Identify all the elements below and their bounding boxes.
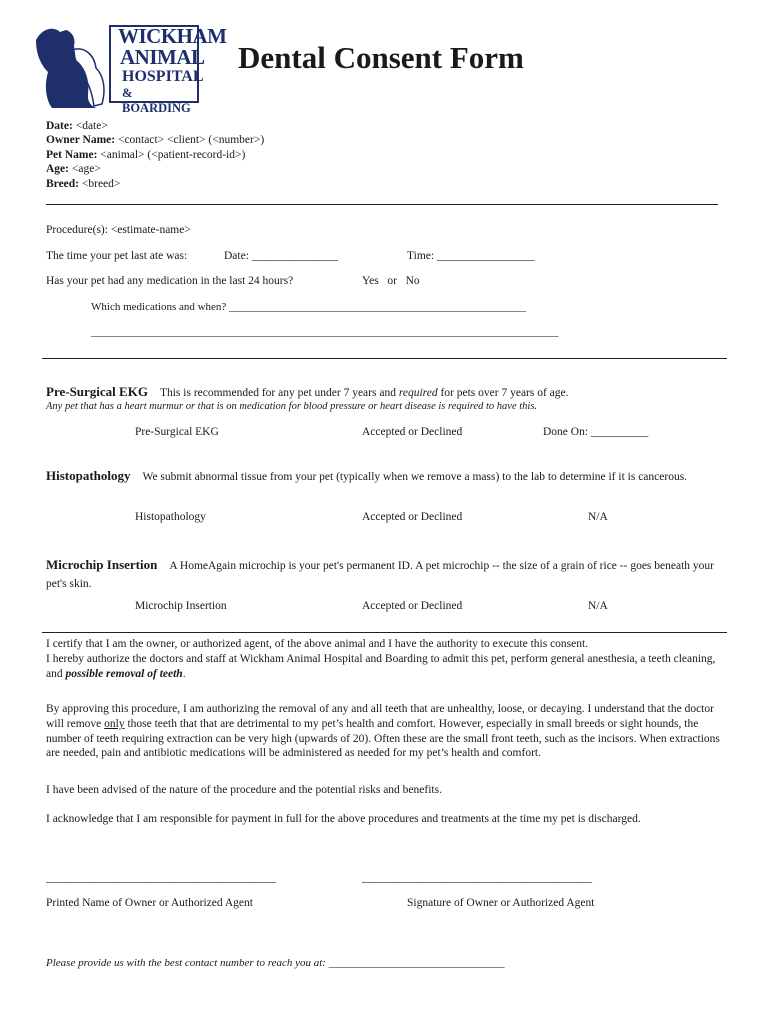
microchip-accept-decline[interactable]: Accepted or Declined	[362, 600, 463, 612]
last-ate-label: The time your pet last ate was:	[46, 250, 188, 262]
hospital-logo	[32, 20, 227, 115]
pet-value: <animal> (<patient-record-id>)	[97, 148, 246, 161]
ekg-title: Pre-Surgical EKG	[46, 384, 148, 399]
consent-removal-emphasis: possible removal of teeth	[65, 667, 183, 680]
contact-number-prompt[interactable]: Please provide us with the best contact number to reach you at: ________________________________	[46, 957, 505, 969]
ekg-note: Any pet that has a heart murmur or that is on medication for blood pressure or heart disease is required to have this.	[46, 401, 538, 412]
histo-na: N/A	[588, 511, 608, 523]
procedure-divider	[42, 358, 727, 359]
date-label: Date:	[46, 120, 73, 132]
consent-authorize	[46, 652, 726, 682]
logo-line-2: ANIMAL	[120, 45, 205, 69]
logo-line-1: WICKHAM	[118, 24, 227, 48]
header-divider	[46, 204, 718, 205]
breed-value: <breed>	[79, 177, 121, 190]
page-title: Dental Consent Form	[238, 40, 524, 75]
histo-accept-decline[interactable]: Accepted or Declined	[362, 511, 463, 523]
histo-row-label: Histopathology	[135, 511, 206, 523]
pet-label: Pet Name:	[46, 148, 98, 161]
ekg-row-label: Pre-Surgical EKG	[135, 426, 219, 438]
signature-line[interactable]: ________________________________________	[362, 872, 592, 884]
consent-extraction-b: those teeth that that are detrimental to my pet’s health and comfort. However, especially in small breeds or sight hounds, the number of teeth requiring extraction can be very high (upwards of 20). Often these are the small front teeth, such as the incisors. When extractions are needed, pain and antibiotic medications will be administered as needed for my pet’s health and comfort.	[46, 717, 720, 760]
ekg-done-on-field[interactable]: Done On: __________	[543, 426, 649, 438]
ekg-section	[46, 383, 569, 401]
ekg-desc-end: for pets over 7 years of age.	[437, 387, 569, 399]
age-value: <age>	[69, 163, 101, 176]
consent-divider	[42, 632, 727, 633]
histo-desc: We submit abnormal tissue from your pet (typically when we remove a mass) to the lab to determine if it is cancerous.	[142, 471, 688, 483]
microchip-title: Microchip Insertion	[46, 557, 158, 572]
age-row	[46, 162, 264, 176]
histo-section	[46, 468, 718, 486]
which-medications-field[interactable]: Which medications and when? ______________________________________________________	[91, 301, 527, 313]
last-ate-date-field[interactable]: Date: _______________	[224, 250, 339, 262]
ekg-desc-start: This is recommended for any pet under 7 years and	[159, 387, 399, 399]
printed-name-label: Printed Name of Owner or Authorized Agent	[46, 897, 253, 909]
microchip-desc: A HomeAgain microchip is your pet's permanent ID. A pet microchip -- the size of a grain of rice -- goes beneath your pet's skin.	[46, 560, 714, 590]
microchip-section	[46, 557, 718, 592]
owner-label: Owner Name:	[46, 134, 116, 147]
consent-advised: I have been advised of the nature of the procedure and the potential risks and benefits.	[46, 784, 442, 796]
microchip-na: N/A	[588, 600, 608, 612]
medication-question: Has your pet had any medication in the last 24 hours?	[46, 275, 294, 287]
logo-line-3: HOSPITAL	[122, 68, 204, 85]
date-value: <date>	[72, 120, 108, 132]
ekg-desc-required: required	[398, 387, 438, 399]
medication-yes-no[interactable]: Yes or No	[362, 275, 420, 287]
consent-authorize-text: I hereby authorize the doctors and staff at Wickham Animal Hospital and Boarding to admit this pet, perform general anesthesia, a teeth cleaning, and	[46, 653, 716, 680]
consent-extraction-only: only	[104, 717, 125, 730]
ekg-accept-decline[interactable]: Accepted or Declined	[362, 426, 463, 438]
printed-name-line[interactable]: ________________________________________	[46, 872, 276, 884]
medications-blank-line[interactable]: _____________________________________________________________________________________	[91, 326, 559, 338]
last-ate-time-field[interactable]: Time: _________________	[407, 250, 535, 262]
consent-certify: I certify that I am the owner, or authorized agent, of the above animal and I have the authority to execute this consent.	[46, 638, 589, 650]
pet-row	[46, 148, 264, 162]
consent-extraction-a: By approving this procedure, I am authorizing the removal of any and all teeth that are unhealthy, loose, or decaying. I understand that the doctor will remove	[46, 703, 714, 730]
breed-label: Breed:	[46, 177, 80, 190]
consent-authorize-end: .	[182, 667, 186, 680]
date-row	[46, 119, 264, 133]
owner-row	[46, 133, 264, 147]
procedure-line: Procedure(s): <estimate-name>	[46, 224, 191, 236]
owner-value: <contact> <client> (<number>)	[115, 134, 265, 147]
microchip-row-label: Microchip Insertion	[135, 600, 227, 612]
age-label: Age:	[46, 163, 69, 176]
consent-payment: I acknowledge that I am responsible for payment in full for the above procedures and treatments at the time my pet is discharged.	[46, 813, 641, 825]
signature-label: Signature of Owner or Authorized Agent	[407, 897, 595, 909]
breed-row	[46, 177, 264, 191]
patient-header	[46, 119, 264, 191]
histo-title: Histopathology	[46, 468, 131, 483]
logo-line-4: & BOARDING	[122, 86, 191, 115]
consent-extraction	[46, 702, 726, 761]
